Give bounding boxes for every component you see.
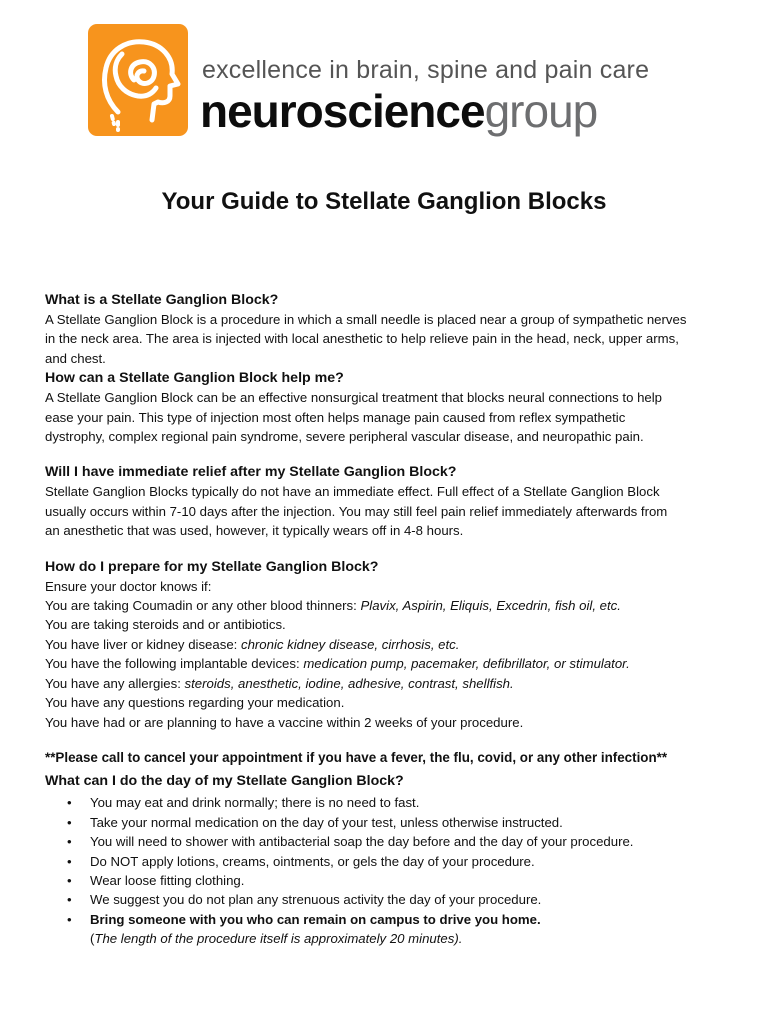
document-body — [45, 290, 735, 949]
section-heading-prepare: How do I prepare for my Stellate Ganglion Block? — [45, 558, 379, 575]
list-item: • You will need to shower with antibacterial soap the day before and the day of your procedure. — [45, 832, 735, 851]
brand-wordmark — [200, 85, 598, 137]
list-item: • You may eat and drink normally; there is no need to fast. — [45, 793, 735, 812]
paragraph-line: dystrophy, complex regional pain syndrome, severe peripheral vascular disease, and neuropathic pain. — [45, 429, 644, 445]
paragraph-line: and chest. — [45, 350, 106, 366]
paragraph-line: A Stellate Ganglion Block is a procedure in which a small needle is placed near a group of sympathetic nerves — [45, 312, 687, 327]
paragraph-line: Stellate Ganglion Blocks typically do not have an immediate effect. Full effect of a Stellate Ganglion Block — [45, 484, 660, 500]
section-heading-day-of: What can I do the day of my Stellate Ganglion Block? — [45, 773, 404, 790]
paragraph-line: in the neck area. The area is injected with local anesthetic to help relieve pain in the head, neck, upper arms, — [45, 331, 679, 347]
prepare-item-blood-thinners: You are taking Coumadin or any other blood thinners: Plavix, Aspirin, Eliquis, Excedrin, fish oil, etc. — [45, 598, 621, 614]
brand-name-grey: group — [484, 85, 598, 137]
section-heading-help: How can a Stellate Ganglion Block help me? — [45, 370, 344, 387]
prepare-item-allergies: You have any allergies: steroids, anesthetic, iodine, adhesive, contrast, shellfish. — [45, 675, 514, 691]
list-item: • Bring someone with you who can remain on campus to drive you home. (The length of the procedure itself is approximately 20 minutes). — [45, 910, 735, 949]
cancel-warning: **Please call to cancel your appointment if you have a fever, the flu, covid, or any other infection** — [45, 749, 668, 765]
drive-home-note: Bring someone with you who can remain on campus to drive you home. — [90, 911, 541, 927]
paragraph-line: usually occurs within 7-10 days after the injection. You may still feel pain relief immediately afterwards from — [45, 503, 668, 519]
prepare-item-vaccine: You have had or are planning to have a vaccine within 2 weeks of your procedure. — [45, 714, 524, 730]
prepare-item-kidney: You have liver or kidney disease: chronic kidney disease, cirrhosis, etc. — [45, 636, 460, 652]
paragraph-line: an anesthetic that was used, however, it typically wears off in 4-8 hours. — [45, 523, 464, 539]
header — [88, 24, 688, 136]
tagline: excellence in brain, spine and pain care — [202, 56, 650, 84]
prepare-item-steroids: You are taking steroids and or antibiotics. — [45, 617, 286, 633]
list-item: • Do NOT apply lotions, creams, ointments, or gels the day of your procedure. — [45, 852, 735, 871]
paragraph-line: ease your pain. This type of injection most often helps manage pain caused from reflex sympathetic — [45, 409, 626, 425]
list-item: • Wear loose fitting clothing. — [45, 871, 735, 890]
document-title: Your Guide to Stellate Ganglion Blocks — [161, 188, 607, 215]
paragraph-line: A Stellate Ganglion Block can be an effective nonsurgical treatment that blocks neural connections to help — [45, 390, 663, 406]
section-heading-relief: Will I have immediate relief after my Stellate Ganglion Block? — [45, 464, 457, 481]
section-heading-what: What is a Stellate Ganglion Block? — [45, 292, 279, 308]
brain-logo-icon — [88, 24, 188, 136]
list-item: • Take your normal medication on the day of your test, unless otherwise instructed. — [45, 813, 735, 832]
brand-name-dark: neuroscience — [200, 85, 485, 137]
prepare-item-devices: You have the following implantable devices: medication pump, pacemaker, defibrillator, or stimulator. — [45, 656, 630, 672]
prepare-item-questions: You have any questions regarding your medication. — [45, 695, 345, 711]
day-of-list — [45, 793, 735, 948]
list-item: • We suggest you do not plan any strenuous activity the day of your procedure. — [45, 890, 735, 909]
prepare-intro: Ensure your doctor knows if: — [45, 578, 212, 594]
procedure-length-note: The length of the procedure itself is approximately 20 minutes). — [94, 931, 463, 947]
